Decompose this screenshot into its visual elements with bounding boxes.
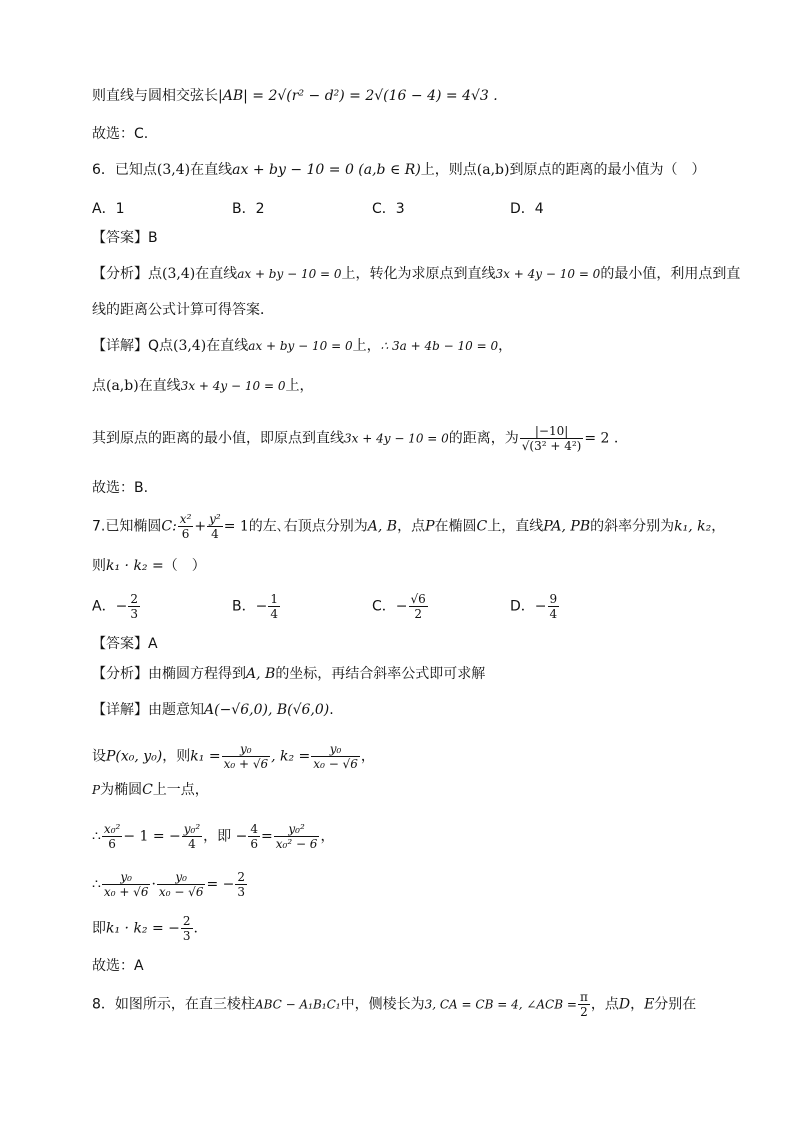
math: ∴ xyxy=(92,876,101,893)
text: 中，侧棱长为 xyxy=(340,996,425,1013)
text: 【详解】Q点 xyxy=(92,338,174,354)
numerator: |−10| xyxy=(520,424,584,439)
text: 到原点的距离的最小值为（ ） xyxy=(509,162,706,178)
text: 上，直线 xyxy=(487,518,544,535)
text: 7.已知椭圆 xyxy=(92,518,162,535)
numerator: 2 xyxy=(130,592,138,606)
question-7-stem: 7.已知椭圆C: $\frac{\text{x²}}{6}$ + $\frac{\text{y²}}{4}$ = 1的左､右顶点分别为A, B，点P在椭圆C上，直线PA, PB的斜率分别为k₁, k₂， xyxy=(92,512,726,541)
denominator: 4 xyxy=(211,527,219,541)
fraction xyxy=(102,870,151,899)
numerator: y₀² xyxy=(274,822,320,837)
sign: − xyxy=(534,598,547,615)
math: P xyxy=(92,783,101,797)
pi-fraction xyxy=(578,990,590,1019)
math: (a,b) xyxy=(476,162,510,178)
text: 上，转化为求原点到直线 xyxy=(341,266,496,282)
option-fraction xyxy=(128,592,140,621)
k1-fraction xyxy=(222,742,271,771)
numerator: 2 xyxy=(237,870,246,884)
chord-length-line xyxy=(92,86,498,106)
numerator: y₀ xyxy=(222,742,271,757)
question-7-step-1 xyxy=(92,822,334,851)
text: 上，则点 xyxy=(420,162,477,178)
text: 分别在 xyxy=(654,996,697,1013)
question-7-step-2 xyxy=(92,870,248,899)
option-c: C．3 xyxy=(372,201,405,217)
math: ∴ 3a + 4b − 10 = 0 xyxy=(380,339,499,353)
math: ax + by − 10 = 0 xyxy=(248,339,353,353)
text: ， xyxy=(711,518,726,535)
answer-choice-line: 故选：C. xyxy=(92,126,149,142)
option-a xyxy=(92,592,141,621)
option-fraction xyxy=(268,592,280,621)
sign: − xyxy=(255,598,268,615)
math: k₁ = xyxy=(190,748,221,765)
sign: − xyxy=(115,598,128,615)
question-6-detail-2 xyxy=(92,376,313,396)
question-7-step-3 xyxy=(92,914,198,943)
question-6-stem xyxy=(92,160,705,180)
math: 3x + 4y − 10 = 0 xyxy=(495,267,601,281)
text: 【分析】点 xyxy=(92,266,162,282)
question-6-detail xyxy=(92,336,512,356)
text: 在直线 xyxy=(190,162,233,178)
math: D xyxy=(618,996,631,1013)
question-7-stem-2 xyxy=(92,556,206,576)
denominator: 2 xyxy=(414,607,422,621)
numerator: y₀² xyxy=(183,822,201,836)
question-6-analysis xyxy=(92,264,740,284)
text: 在直线 xyxy=(195,266,238,282)
math: ∴ xyxy=(92,828,101,845)
text: ，即 − xyxy=(203,828,248,845)
fraction xyxy=(102,822,122,851)
denominator: 2 xyxy=(580,1005,588,1019)
denominator: x₀ + √6 xyxy=(103,885,149,899)
math: 3, CA = CB = 4, ∠ACB = xyxy=(424,997,577,1012)
text: 上， xyxy=(285,378,314,394)
math-expression: |AB| = 2√(r² − d²) = 2√(16 − 4) = 4√3 . xyxy=(218,88,498,104)
numerator: y² xyxy=(209,512,221,526)
text: 上， xyxy=(352,338,381,354)
text: 点 xyxy=(92,378,106,394)
option-fraction xyxy=(409,592,428,621)
math: A, B xyxy=(246,666,276,682)
math: 3x + 4y − 10 = 0 xyxy=(180,379,286,393)
option-label: C． xyxy=(372,598,396,615)
math: ax + by − 10 = 0 xyxy=(237,267,342,281)
option-a: A．1 xyxy=(92,201,125,217)
text: 的坐标，再结合斜率公式即可求解 xyxy=(275,666,486,682)
text: ， xyxy=(320,828,335,845)
text: 的斜率分别为 xyxy=(590,518,675,535)
math: PA, PB xyxy=(543,518,591,535)
option-d: D．4 xyxy=(510,201,544,217)
text: ，则 xyxy=(162,748,191,765)
text: 在椭圆 xyxy=(434,518,477,535)
question-8-stem xyxy=(92,990,696,1019)
k2-fraction xyxy=(311,742,360,771)
math: (3,4) xyxy=(173,338,207,354)
math: . xyxy=(193,920,198,937)
option-d xyxy=(510,592,560,621)
text: ，点 xyxy=(590,996,619,1013)
denominator: 3 xyxy=(130,607,138,621)
text: （ ） xyxy=(163,558,206,574)
sign: − xyxy=(395,598,408,615)
numerator: y₀ xyxy=(157,870,206,885)
text: 即 xyxy=(92,920,106,937)
text: ， xyxy=(630,996,645,1013)
numerator: y₀ xyxy=(311,742,360,757)
question-7-final: 故选：A xyxy=(92,958,144,974)
question-7-set xyxy=(92,742,375,771)
fraction xyxy=(157,870,206,899)
text: 设 xyxy=(92,748,106,765)
text: ，点 xyxy=(397,518,426,535)
math: E xyxy=(644,996,655,1013)
math: A(−√6,0), B(√6,0) xyxy=(204,702,330,718)
math: k₁ · k₂ = xyxy=(106,558,164,574)
denominator: 3 xyxy=(237,885,246,899)
denominator: √(3² + 4²) xyxy=(521,439,582,453)
numerator: x² xyxy=(179,512,192,526)
text: 【详解】由题意知 xyxy=(92,702,204,718)
denominator: 6 xyxy=(181,527,190,541)
math: · xyxy=(151,876,156,893)
option-label: D． xyxy=(510,598,535,615)
text: 8．如图所示，在直三棱柱 xyxy=(92,996,255,1013)
text: 为椭圆 xyxy=(100,782,143,798)
text: 6．已知点 xyxy=(92,162,157,178)
math: = − xyxy=(206,876,235,893)
text: 其到原点的距离的最小值，即原点到直线 xyxy=(92,430,344,447)
denominator: x₀ + √6 xyxy=(223,757,269,771)
question-7-options xyxy=(0,592,794,624)
math: − 1 = − xyxy=(123,828,181,845)
question-6-analysis-cont: 线的距离公式计算可得答案． xyxy=(92,302,274,318)
option-b xyxy=(232,592,281,621)
text: ， xyxy=(498,338,513,354)
denominator: x₀ − √6 xyxy=(313,757,358,771)
math: (3,4) xyxy=(156,162,191,178)
denominator: 3 xyxy=(182,929,191,943)
text: 在直线 xyxy=(138,378,181,394)
option-fraction xyxy=(548,592,560,621)
denominator: 6 xyxy=(108,837,116,851)
numerator: π xyxy=(579,990,588,1004)
math: k₁, k₂ xyxy=(674,518,712,535)
option-b: B．2 xyxy=(232,201,265,217)
question-7-analysis xyxy=(92,664,485,684)
question-7-point-on-ellipse xyxy=(92,780,209,800)
denominator: 6 xyxy=(250,837,258,851)
math: (a,b) xyxy=(106,378,139,394)
math: (3,4) xyxy=(162,266,196,282)
question-7-detail xyxy=(92,700,334,720)
denominator: x₀² − 6 xyxy=(275,837,318,851)
numerator: 2 xyxy=(182,914,191,928)
math: 3x + 4y − 10 = 0 xyxy=(344,431,449,446)
option-label: A． xyxy=(92,598,116,615)
numerator: 9 xyxy=(549,592,558,606)
math: = xyxy=(261,828,273,845)
math: ABC − A₁B₁C₁ xyxy=(254,997,341,1012)
text: 在直线 xyxy=(206,338,249,354)
fraction xyxy=(181,914,193,943)
denominator: 4 xyxy=(549,607,558,621)
numerator: √6 xyxy=(410,592,426,606)
fraction xyxy=(274,822,320,851)
math: k₁ · k₂ = − xyxy=(106,920,180,937)
text: ， xyxy=(360,748,375,765)
math: P(x₀, y₀) xyxy=(106,748,163,765)
fraction xyxy=(235,870,247,899)
text: 的左､右顶点分别为 xyxy=(248,518,368,535)
text: 上一点， xyxy=(152,782,209,798)
text: 的最小值，利用点到直 xyxy=(600,266,741,282)
math: ax + by − 10 = 0 (a,b ∈ R) xyxy=(232,162,421,178)
math: C xyxy=(142,782,153,798)
question-6-final: 故选：B. xyxy=(92,480,149,496)
math: = 1 xyxy=(223,518,249,535)
text: 的距离，为 xyxy=(448,430,519,447)
text: 则直线与圆相交弦长 xyxy=(92,88,218,104)
math: C: xyxy=(161,518,177,535)
text: 【分析】由椭圆方程得到 xyxy=(92,666,246,682)
question-6-answer: 【答案】B xyxy=(92,230,158,246)
math: = 2 . xyxy=(584,430,619,447)
fraction xyxy=(248,822,260,851)
math: A, B xyxy=(367,518,398,535)
text: 则 xyxy=(92,558,106,574)
question-6-detail-3 xyxy=(92,424,618,453)
question-7-answer: 【答案】A xyxy=(92,636,158,652)
distance-fraction xyxy=(520,424,584,453)
option-c xyxy=(372,592,429,621)
numerator: y₀ xyxy=(102,870,151,885)
numerator: x₀² xyxy=(103,822,121,836)
math: , k₂ = xyxy=(271,748,311,765)
text: . xyxy=(329,702,334,718)
denominator: 4 xyxy=(188,837,196,851)
numerator: 4 xyxy=(250,822,258,836)
x-fraction xyxy=(178,512,194,541)
numerator: 1 xyxy=(270,592,278,606)
denominator: x₀ − √6 xyxy=(158,885,204,899)
y-fraction xyxy=(207,512,223,541)
option-label: B． xyxy=(232,598,256,615)
fraction xyxy=(182,822,202,851)
math: C xyxy=(476,518,488,535)
math: P xyxy=(425,518,435,535)
denominator: 4 xyxy=(270,607,278,621)
